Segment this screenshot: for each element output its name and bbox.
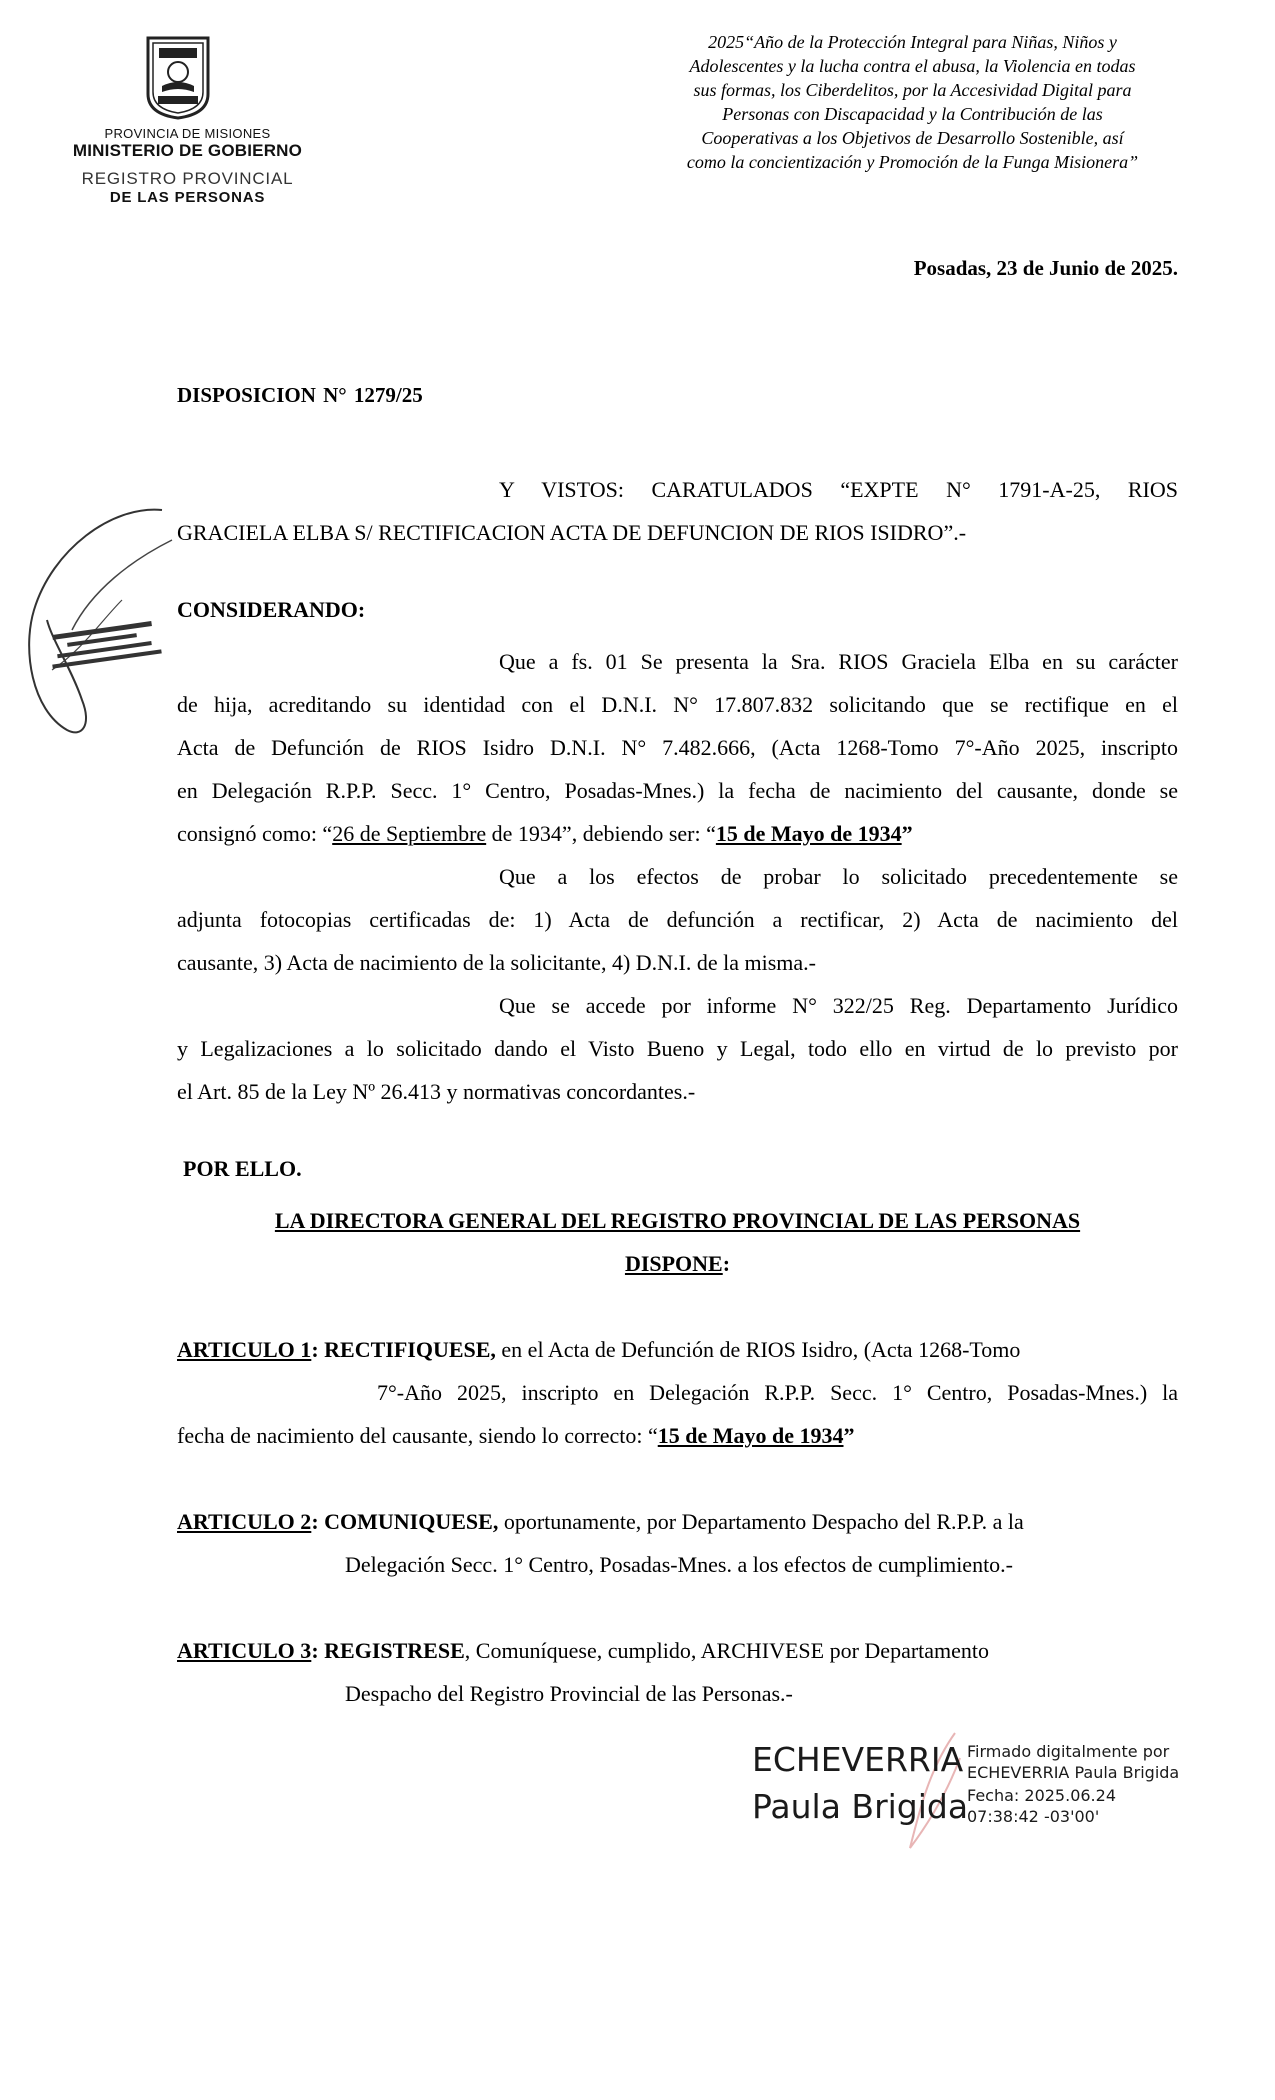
articulo-2-line: Delegación Secc. 1° Centro, Posadas-Mnes. a los efectos de cumplimiento.- [345, 1552, 1014, 1577]
articulo-1-line [177, 1414, 1178, 1457]
text-fragment: consignó como: “ [177, 821, 333, 846]
considerando-line: de hija, acreditando su identidad con el D.N.I. N° 17.807.832 solicitando que se rectifique en el [177, 692, 1178, 717]
text-fragment: : [311, 1638, 325, 1663]
disposition-title: DISPOSICION N° 1279/25 [177, 383, 423, 407]
motto-line: Adolescentes y la lucha contra el abusa, la Violencia en todas [689, 56, 1136, 76]
considerando-line: Que a los efectos de probar lo solicitado precedentemente se [499, 864, 1178, 889]
articulo-3-line [177, 1629, 1178, 1672]
considerando-line: y Legalizaciones a lo solicitado dando el Visto Bueno y Legal, todo ello en virtud de lo previsto por [177, 1036, 1178, 1061]
correct-date: 15 de Mayo de 1934 [715, 821, 902, 846]
articulo-2-line [177, 1500, 1178, 1543]
signer-name-line1: ECHEVERRIA [752, 1740, 964, 1779]
text-fragment: ” [901, 821, 913, 846]
articulo-1-line [177, 1328, 1178, 1371]
ministry-name: MINISTERIO DE GOBIERNO [72, 141, 303, 160]
motto-line: sus formas, los Ciberdelitos, por la Accesividad Digital para [693, 80, 1132, 100]
document-date: Posadas, 23 de Junio de 2025. [913, 256, 1178, 280]
articulo-3-verb: REGISTRESE [324, 1638, 465, 1663]
considerando-heading: CONSIDERANDO: [177, 597, 366, 622]
province-seal-icon [142, 34, 214, 120]
legal-advisor-stamp-signature [12, 500, 187, 740]
dispone-heading [177, 1242, 1178, 1285]
articulo-1-line: 7°-Año 2025, inscripto en Delegación R.P.P. Secc. 1° Centro, Posadas-Mnes.) la [377, 1380, 1178, 1405]
considerando-line: en Delegación R.P.P. Secc. 1° Centro, Posadas-Mnes.) la fecha de nacimiento del causante, donde se [177, 778, 1178, 803]
directora-heading: LA DIRECTORA GENERAL DEL REGISTRO PROVINCIAL DE LAS PERSONAS [274, 1208, 1081, 1233]
signature-meta-line: Fecha: 2025.06.24 [967, 1786, 1116, 1805]
signer-name-line2: Paula Brigida [752, 1787, 969, 1826]
signature-meta-line: Firmado digitalmente por [967, 1742, 1170, 1761]
articulo-1-verb: RECTIFIQUESE, [324, 1337, 496, 1362]
motto-line: Personas con Discapacidad y la Contribución de las [722, 104, 1103, 124]
considerando-line [177, 812, 1178, 855]
articulo-1-label: ARTICULO 1 [177, 1337, 312, 1362]
text-fragment: , Comuníquese, cumplido, ARCHIVESE por Departamento [464, 1638, 990, 1663]
text-fragment: : [311, 1337, 325, 1362]
registry-name-line1: REGISTRO PROVINCIAL [81, 169, 294, 188]
articulo-2-verb: COMUNIQUESE, [324, 1509, 499, 1534]
por-ello: POR ELLO. [183, 1156, 302, 1181]
articulo-3-line: Despacho del Registro Provincial de las Personas.- [345, 1681, 793, 1706]
motto-line: 2025“Año de la Protección Integral para Niñas, Niños y [708, 32, 1117, 52]
text-fragment: : [722, 1251, 731, 1276]
motto-line: Cooperativas a los Objetivos de Desarrollo Sostenible, así [701, 128, 1124, 148]
vistos-line: Y VISTOS: CARATULADOS “EXPTE N° 1791-A-25, RIOS [499, 477, 1178, 502]
correct-date: 15 de Mayo de 1934 [657, 1423, 844, 1448]
text-fragment: fecha de nacimiento del causante, siendo lo correcto: “ [177, 1423, 658, 1448]
motto-line: como la concientización y Promoción de la Funga Misionera” [686, 152, 1139, 172]
text-fragment: oportunamente, por Departamento Despacho del R.P.P. a la [498, 1509, 1024, 1534]
articulo-3-label: ARTICULO 3 [177, 1638, 312, 1663]
considerando-line: adjunta fotocopias certificadas de: 1) Acta de defunción a rectificar, 2) Acta de nacimiento del [177, 907, 1178, 932]
considerando-line: el Art. 85 de la Ley Nº 26.413 y normativas concordantes.- [177, 1079, 696, 1104]
text-fragment: ” [843, 1423, 855, 1448]
signature-meta-line: ECHEVERRIA Paula Brigida [967, 1763, 1180, 1782]
dispone-word: DISPONE [624, 1251, 723, 1276]
year-motto [640, 30, 1185, 174]
text-fragment: : [311, 1509, 325, 1534]
considerando-line: Que se accede por informe N° 322/25 Reg. Departamento Jurídico [499, 993, 1178, 1018]
articulo-2-label: ARTICULO 2 [177, 1509, 312, 1534]
vistos-line: GRACIELA ELBA S/ RECTIFICACION ACTA DE DEFUNCION DE RIOS ISIDRO”.- [177, 520, 967, 545]
considerando-line: causante, 3) Acta de nacimiento de la solicitante, 4) D.N.I. de la misma.- [177, 950, 816, 975]
considerando-line: Que a fs. 01 Se presenta la Sra. RIOS Graciela Elba en su carácter [499, 649, 1178, 674]
registry-name-line2: DE LAS PERSONAS [109, 189, 266, 206]
province-name: PROVINCIA DE MISIONES [104, 126, 271, 141]
signature-meta-line: 07:38:42 -03'00' [967, 1807, 1100, 1826]
wrong-date: 26 de Septiembre [332, 821, 487, 846]
text-fragment: en el Acta de Defunción de RIOS Isidro, (Acta 1268-Tomo [495, 1337, 1021, 1362]
considerando-line: Acta de Defunción de RIOS Isidro D.N.I. N° 7.482.666, (Acta 1268-Tomo 7°-Año 2025, inscripto [177, 735, 1178, 760]
text-fragment: de 1934”, debiendo ser: “ [486, 821, 716, 846]
